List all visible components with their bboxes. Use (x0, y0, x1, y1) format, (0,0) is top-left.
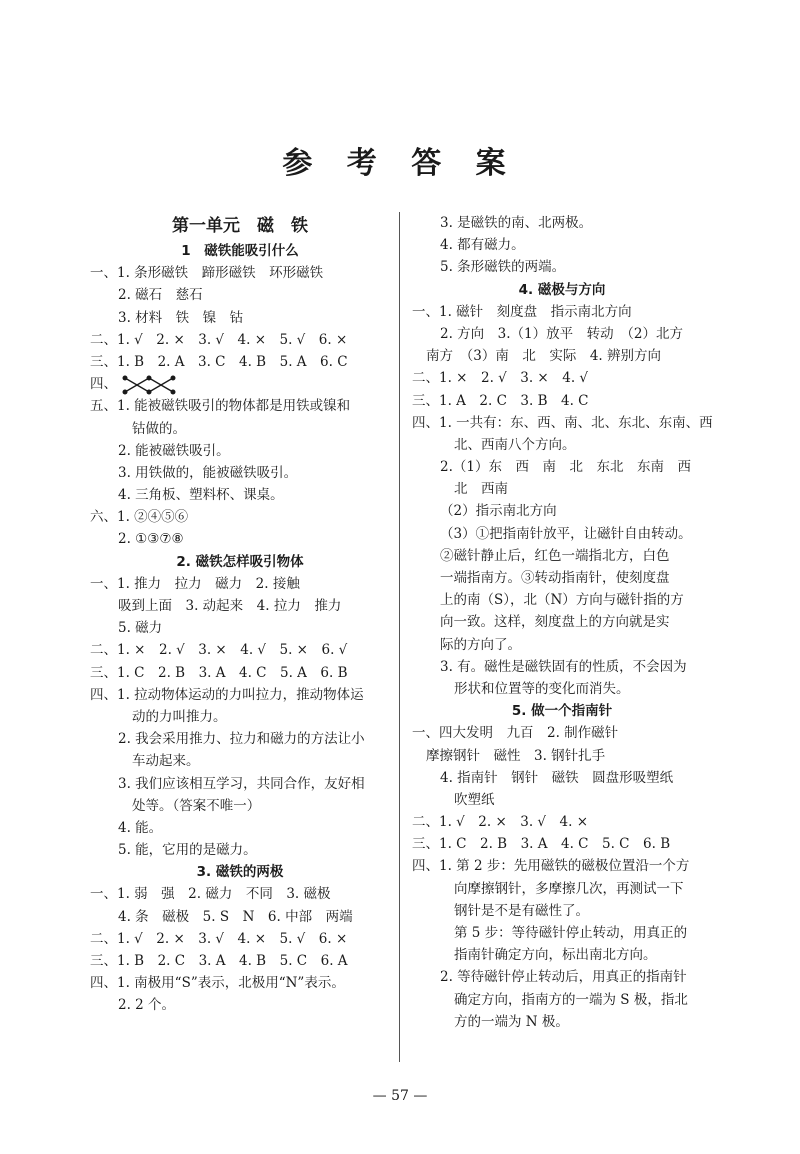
answer-line: 4. 能。 (118, 819, 163, 836)
answer-line: 5. 能，它用的是磁力。 (118, 842, 257, 859)
answer-line: 2. 2 个。 (118, 997, 176, 1014)
answer-line: 5. 条形磁铁的两端。 (440, 259, 566, 276)
matching-answer-row (90, 373, 390, 395)
answer-line: 二、1. √ 2. × 3. √ 4. × (412, 814, 589, 831)
answer-line: 5. 磁力 (118, 620, 163, 637)
answer-line: 3. 材料 铁 镍 钴 (118, 309, 244, 326)
answer-line: 三、1. B 2. A 3. C 4. B 5. A 6. C (90, 353, 348, 370)
answer-line: 钴做的。 (132, 420, 186, 437)
answer-line: 一、1. 磁针 刻度盘 指示南北方向 (412, 303, 632, 320)
answer-line: 处等。（答案不唯一） (132, 797, 261, 814)
answer-line: 4. 都有磁力。 (440, 237, 525, 254)
answer-line: 形状和位置等的变化而消失。 (454, 680, 630, 697)
answer-line: 四、1. 南极用“S”表示，北极用“N”表示。 (90, 975, 345, 992)
column-divider (399, 212, 400, 1062)
answer-line: 二、1. √ 2. × 3. √ 4. × 5. √ 6. × (90, 331, 348, 348)
answer-line: 向一致。这样，刻度盘上的方向就是实 (440, 614, 670, 631)
answer-line: 3. 是磁铁的南、北两极。 (440, 215, 593, 231)
answer-line: 4. 条 磁极 5. S N 6. 中部 两端 (118, 908, 353, 925)
answer-line: 北 西南 (454, 481, 508, 498)
answer-line: 二、1. √ 2. × 3. √ 4. × 5. √ 6. × (90, 930, 348, 947)
answer-line: 2. 等待磁针停止转动后，用真正的指南针 (440, 969, 687, 986)
lesson-1-title: 1 磁铁能吸引什么 (181, 243, 299, 259)
answer-line: （2）指示南北方向 (440, 503, 557, 520)
answer-line: 三、1. C 2. B 3. A 4. C 5. A 6. B (90, 664, 348, 681)
answer-line: 一、1. 弱 强 2. 磁力 不同 3. 磁极 (90, 886, 331, 903)
answer-line: 2. 磁石 慈石 (118, 287, 203, 304)
answer-line: 2. 方向 3.（1）放平 转动 （2）北方 (440, 325, 683, 342)
lesson-4-title: 4. 磁极与方向 (518, 281, 606, 298)
answer-line: 2.（1）东 西 南 北 东北 东南 西 (440, 459, 691, 476)
answer-line: 第 5 步：等待磁针停止转动，用真正的 (454, 925, 688, 941)
answer-line: 确定方向，指南方的一端为 S 极，指北 (454, 991, 688, 1008)
answer-line: 4. 指南针 钢针 磁铁 圆盘形吸塑纸 (440, 769, 674, 786)
answer-line: 2. 能被磁铁吸引。 (118, 442, 230, 459)
answer-line: 指南针确定方向，标出南北方向。 (454, 947, 657, 964)
answer-line: 三、1. A 2. C 3. B 4. C (412, 392, 589, 409)
answer-line: 摩擦钢针 磁性 3. 钢针扎手 (426, 747, 606, 764)
lesson-5-title: 5. 做一个指南针 (511, 703, 613, 720)
answer-line: 3. 用铁做的，能被磁铁吸引。 (118, 464, 298, 481)
answer-line: 际的方向了。 (440, 636, 521, 653)
answer-line: 一、四大发明 九百 2. 制作磁针 (412, 725, 619, 742)
answer-line: 车动起来。 (132, 753, 200, 770)
lesson-2-title: 2. 磁铁怎样吸引物体 (176, 553, 304, 570)
page-title: 参 考 答 案 (282, 146, 518, 181)
left-column (90, 212, 390, 1017)
answer-line: 吸到上面 3. 动起来 4. 拉力 推力 (118, 598, 342, 614)
answer-line: 4. 三角板、塑料杯、课桌。 (118, 487, 284, 504)
answer-line: 动的力叫推力。 (132, 708, 227, 725)
answer-line: 方的一端为 N 极。 (454, 1013, 569, 1030)
page-number: — 57 — (372, 1088, 428, 1104)
answer-line: 南方 （3）南 北 实际 4. 辨别方向 (426, 348, 662, 365)
lesson-3-title: 3. 磁铁的两极 (196, 864, 284, 881)
answer-line: 二、1. × 2. √ 3. × 4. √ (412, 370, 589, 387)
answer-line: 六、1. ②④⑤⑥ (90, 509, 189, 526)
answer-line: 2. 我会采用推力、拉力和磁力的方法让小 (118, 731, 365, 748)
answer-line: 四、1. 拉动物体运动的力叫拉力，推动物体运 (90, 686, 364, 703)
answer-line: 三、1. C 2. B 3. A 4. C 5. C 6. B (412, 836, 671, 853)
answer-line: 向摩擦钢针，多摩擦几次，再测试一下 (454, 880, 684, 897)
answer-line: 吹塑纸 (454, 791, 495, 808)
answer-line: 一端指南方。③转动指南针，使刻度盘 (440, 570, 670, 586)
answer-line: 一、1. 条形磁铁 蹄形磁铁 环形磁铁 (90, 265, 324, 282)
matching-lines-figure (121, 374, 177, 396)
answer-line: 2. ①③⑦⑧ (118, 531, 184, 548)
right-column (412, 212, 712, 1033)
answer-line: 上的南（S），北（N）方向与磁针指的方 (440, 592, 684, 609)
answer-line: 四、1. 第 2 步：先用磁铁的磁极位置沿一个方 (412, 858, 690, 875)
answer-line: 3. 我们应该相互学习，共同合作，友好相 (118, 775, 365, 792)
answer-line: 3. 有。磁性是磁铁固有的性质，不会因为 (440, 658, 687, 675)
answer-line: 四、1. 一共有：东、西、南、北、东北、东南、西 (412, 414, 713, 431)
answer-line: 一、1. 推力 拉力 磁力 2. 接触 (90, 575, 300, 592)
answer-line: 五、1. 能被磁铁吸引的物体都是用铁或镍和 (90, 398, 351, 415)
answer-line: 二、1. × 2. √ 3. × 4. √ 5. × 6. √ (90, 642, 348, 659)
answer-line: （3）①把指南针放平，让磁针自由转动。 (440, 525, 692, 542)
answer-line: 钢针是不是有磁性了。 (454, 902, 589, 919)
answer-line: ②磁针静止后，红色一端指北方，白色 (440, 547, 670, 564)
answer-line: 三、1. B 2. C 3. A 4. B 5. C 6. A (90, 953, 348, 969)
answer-line: 北、西南八个方向。 (454, 436, 576, 453)
unit-title: 第一单元 磁 铁 (172, 216, 308, 236)
answer-label: 四、 (90, 376, 117, 393)
